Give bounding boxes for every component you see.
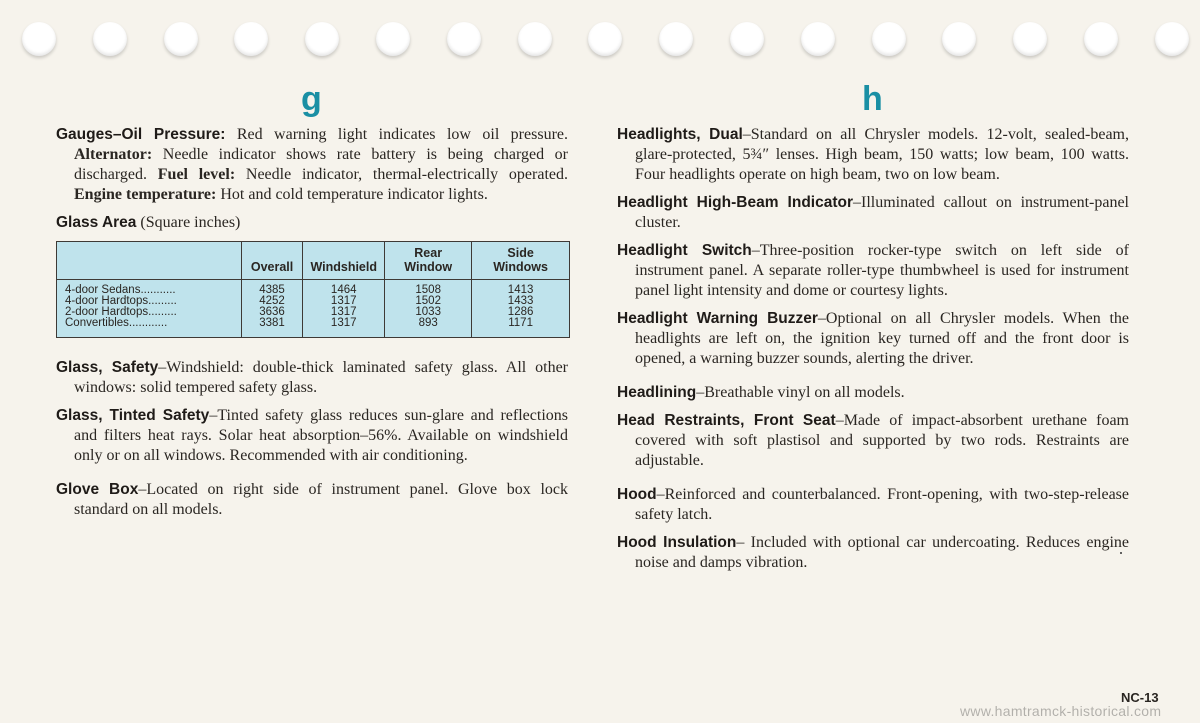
label-alternator: Alternator: bbox=[74, 146, 153, 163]
entry-hood-insulation bbox=[617, 533, 1129, 573]
text-glass-tinted-safety: –Tinted safety glass reduces sun-glare and reflections and filters heat rays. Solar heat absorption–56%. Available on windshield only or on all windows. Recommended with air conditioning. bbox=[74, 407, 568, 464]
entry-headlights-dual bbox=[617, 125, 1129, 185]
watermark: www.hamtramck-historical.com bbox=[960, 703, 1162, 719]
term-hood-insulation: Hood Insulation bbox=[617, 534, 737, 551]
table-cell: 1413 bbox=[472, 280, 569, 297]
table-cell: 2-door Hardtops......... bbox=[65, 306, 177, 318]
table-cell: 1433 bbox=[472, 296, 569, 307]
punch-hole bbox=[234, 22, 268, 56]
entry-headlining bbox=[617, 383, 1129, 403]
print-speck bbox=[1120, 552, 1122, 554]
term-highbeam-indicator: Headlight High-Beam Indicator bbox=[617, 194, 854, 211]
table-cell: 1033 bbox=[385, 307, 472, 318]
table-cell: 4252 bbox=[241, 296, 302, 307]
text-oil-pressure: Red warning light indicates low oil pressure. bbox=[225, 126, 568, 143]
entry-glass-tinted-safety bbox=[56, 406, 568, 466]
punch-hole bbox=[164, 22, 198, 56]
punched-holes bbox=[0, 22, 1200, 62]
table-header-row bbox=[57, 242, 569, 280]
punch-hole bbox=[518, 22, 552, 56]
punch-hole bbox=[22, 22, 56, 56]
table-header: Side Windows bbox=[472, 242, 569, 280]
entry-highbeam-indicator bbox=[617, 193, 1129, 233]
term-glove-box: Glove Box bbox=[56, 481, 139, 498]
table-cell: 1502 bbox=[385, 296, 472, 307]
table-cell: 1508 bbox=[385, 280, 472, 297]
punch-hole bbox=[93, 22, 127, 56]
table-cell: 1286 bbox=[472, 307, 569, 318]
punch-hole bbox=[1155, 22, 1189, 56]
table-cell: 1171 bbox=[472, 318, 569, 337]
table-cell: 1317 bbox=[303, 318, 385, 337]
table-cell: 1464 bbox=[303, 280, 385, 297]
punch-hole bbox=[942, 22, 976, 56]
table-header bbox=[57, 242, 241, 280]
term-glass-area: Glass Area bbox=[56, 214, 137, 231]
punch-hole bbox=[588, 22, 622, 56]
term-warning-buzzer: Headlight Warning Buzzer bbox=[617, 310, 818, 327]
page-number: NC-13 bbox=[1121, 690, 1159, 705]
term-headlining: Headlining bbox=[617, 384, 697, 401]
entry-head-restraints bbox=[617, 411, 1129, 471]
term-oil-pressure: Oil Pressure: bbox=[121, 126, 226, 143]
term-head-restraints: Head Restraints, Front Seat bbox=[617, 412, 836, 429]
entry-glass-safety bbox=[56, 358, 568, 398]
punch-hole bbox=[447, 22, 481, 56]
right-column bbox=[617, 125, 1129, 581]
table-cell: 3381 bbox=[241, 318, 302, 337]
left-column bbox=[56, 125, 568, 528]
entry-glove-box bbox=[56, 480, 568, 520]
glass-area-table bbox=[56, 241, 570, 338]
punch-hole bbox=[1013, 22, 1047, 56]
term-glass-tinted-safety: Glass, Tinted Safety bbox=[56, 407, 210, 424]
table-cell: 893 bbox=[385, 318, 472, 337]
punch-hole bbox=[801, 22, 835, 56]
section-letter-h: h bbox=[862, 80, 883, 118]
text-hood: –Reinforced and counterbalanced. Front-opening, with two-step-release safety latch. bbox=[635, 486, 1129, 523]
entry-warning-buzzer bbox=[617, 309, 1129, 369]
text-head-restraints: –Made of impact-absorbent urethane foam covered with soft plastisol and supported by two rods. Restraints are adjustable. bbox=[635, 412, 1130, 469]
punch-hole bbox=[376, 22, 410, 56]
text-headlights-dual: –Standard on all Chrysler models. 12-volt, sealed-beam, glare-protected, 5¾″ lenses. High beam, 150 watts; low beam, 100 watts. Four headlights operate on high beam, two on low beam. bbox=[635, 126, 1129, 183]
entry-glass-area bbox=[56, 213, 568, 233]
term-dash: – bbox=[112, 126, 122, 143]
punch-hole bbox=[730, 22, 764, 56]
text-alternator: Needle indicator shows rate battery is being charged or discharged. bbox=[74, 146, 568, 183]
term-headlight-switch: Headlight Switch bbox=[617, 242, 752, 259]
text-warning-buzzer: –Optional on all Chrysler models. When the headlights are left on, the ignition key turned off and the front door is opened, a warning buzzer sounds, alerting the driver. bbox=[635, 310, 1129, 367]
text-glass-area: (Square inches) bbox=[136, 214, 241, 231]
text-headlight-switch: –Three-position rocker-type switch on left side of instrument panel. A separate roller-type thumbwheel is used for instrument panel light intensity and dome or courtesy lights. bbox=[635, 242, 1129, 299]
entry-headlight-switch bbox=[617, 241, 1129, 301]
table-cell: Convertibles............ bbox=[65, 317, 168, 329]
table-cell: 4-door Sedans........... bbox=[65, 284, 176, 296]
punch-hole bbox=[1084, 22, 1118, 56]
text-glass-safety: –Windshield: double-thick laminated safety glass. All other windows: solid tempered safety glass. bbox=[74, 359, 569, 396]
table-cell: 3636 bbox=[241, 307, 302, 318]
label-engine-temperature: Engine temperature: bbox=[74, 186, 217, 203]
table-header: Overall bbox=[241, 242, 302, 280]
table-row bbox=[57, 280, 569, 297]
table-cell: 4-door Hardtops......... bbox=[65, 295, 177, 307]
term-gauges: Gauges bbox=[56, 126, 113, 143]
text-headlining: –Breathable vinyl on all models. bbox=[696, 384, 905, 401]
table-cell: 1317 bbox=[303, 296, 385, 307]
text-glove-box: –Located on right side of instrument panel. Glove box lock standard on all models. bbox=[74, 481, 568, 518]
label-fuel-level: Fuel level: bbox=[157, 166, 236, 183]
text-hood-insulation: – Included with optional car undercoating. Reduces engine noise and damps vibration. bbox=[635, 534, 1129, 571]
term-hood: Hood bbox=[617, 486, 657, 503]
term-glass-safety: Glass, Safety bbox=[56, 359, 159, 376]
text-engine-temperature: Hot and cold temperature indicator lights. bbox=[216, 186, 488, 203]
section-letter-g: g bbox=[301, 80, 322, 118]
text-highbeam-indicator: –Illuminated callout on instrument-panel cluster. bbox=[635, 194, 1129, 231]
punch-hole bbox=[305, 22, 339, 56]
punch-hole bbox=[659, 22, 693, 56]
table-header: Rear Window bbox=[385, 242, 472, 280]
table-cell: 4385 bbox=[241, 280, 302, 297]
table-row bbox=[57, 318, 569, 337]
term-headlights-dual: Headlights, Dual bbox=[617, 126, 743, 143]
entry-gauges bbox=[56, 125, 568, 205]
punch-hole bbox=[872, 22, 906, 56]
text-fuel-level: Needle indicator, thermal-electrically operated. bbox=[235, 166, 569, 183]
table-cell: 1317 bbox=[303, 307, 385, 318]
entry-hood bbox=[617, 485, 1129, 525]
table-header: Windshield bbox=[303, 242, 385, 280]
